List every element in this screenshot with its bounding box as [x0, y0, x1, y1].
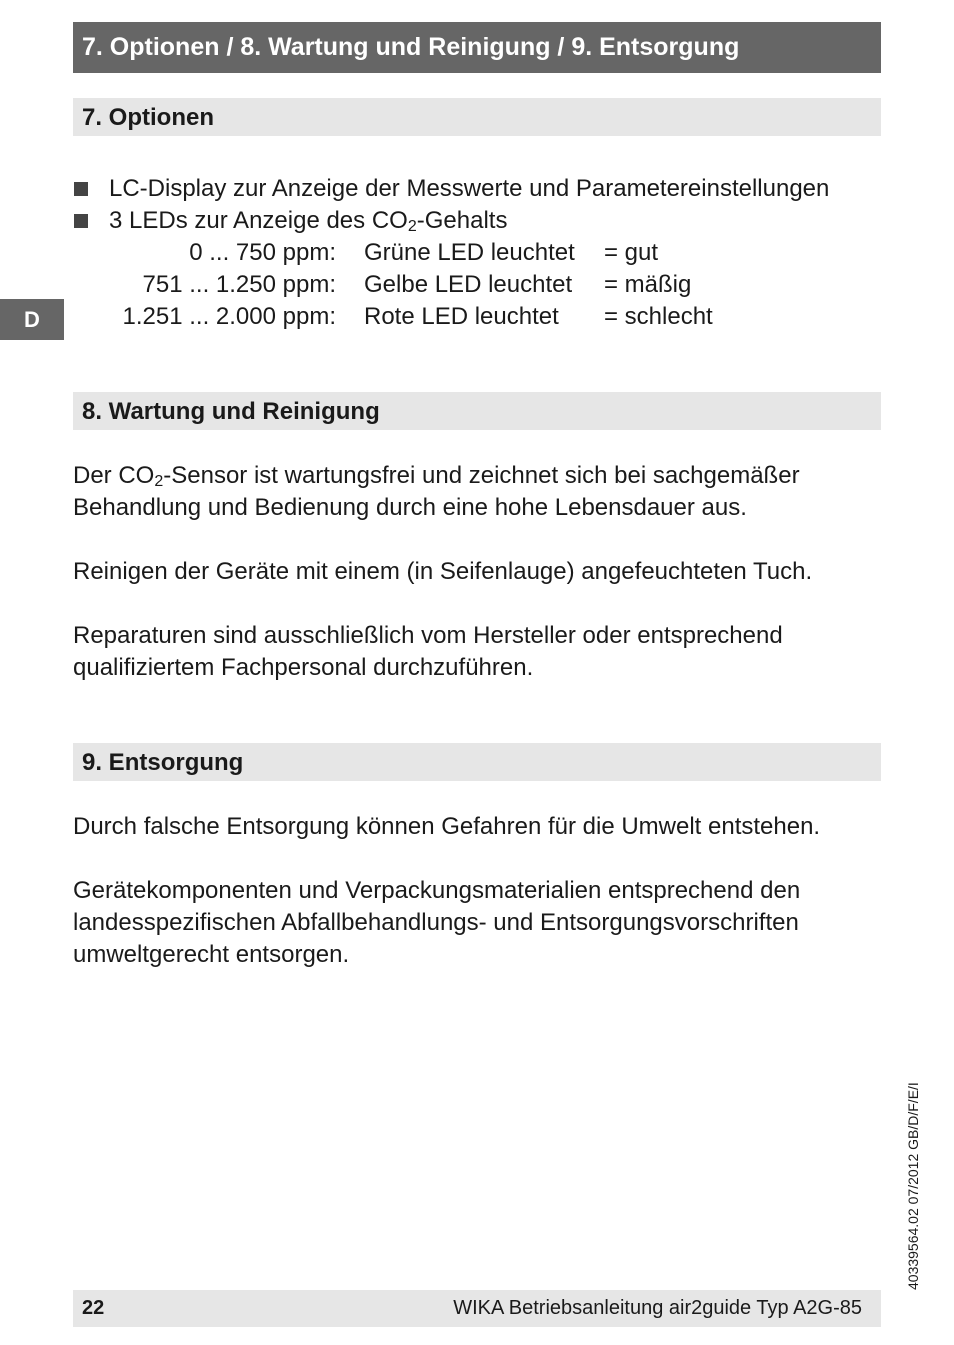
led-grade: = schlecht — [604, 303, 713, 330]
maintenance-paragraph-line: Behandlung und Bedienung durch eine hohe Lebensdauer aus. — [73, 494, 747, 521]
page-number: 22 — [82, 1297, 105, 1319]
bullet-square-icon — [74, 214, 88, 228]
cleaning-paragraph: Reinigen der Geräte mit einem (in Seifenlauge) angefeuchteten Tuch. — [73, 558, 813, 585]
document-number: 40339564.02 07/2012 GB/D/F/E/I — [905, 1082, 921, 1290]
page-header-title: 7. Optionen / 8. Wartung und Reinigung / 9. Entsorgung — [73, 22, 881, 73]
disposal-paragraph-line: umweltgerecht entsorgen. — [73, 941, 350, 968]
led-color: Gelbe LED leuchtet — [364, 271, 573, 298]
led-range: 0 ... 750 ppm: — [189, 239, 336, 266]
language-tab: D — [0, 299, 64, 340]
footer-document-title: WIKA Betriebsanleitung air2guide Typ A2G-85 — [453, 1297, 862, 1319]
led-grade: = mäßig — [604, 271, 692, 298]
bullet-square-icon — [74, 182, 88, 196]
repair-paragraph-line: Reparaturen sind ausschließlich vom Hersteller oder entsprechend — [73, 622, 783, 649]
led-color: Grüne LED leuchtet — [364, 239, 575, 266]
maintenance-paragraph-line: Der $CO_2$-Sensor ist wartungsfrei und zeichnet sich bei sachgemäßer — [73, 462, 800, 490]
led-range: 751 ... 1.250 ppm: — [142, 271, 336, 298]
option-bullet-leds: 3 LEDs zur Anzeige des $CO_2$-Gehalts — [109, 207, 508, 235]
disposal-paragraph-line: Gerätekomponenten und Verpackungsmaterialien entsprechend den — [73, 877, 801, 904]
led-color: Rote LED leuchtet — [364, 303, 559, 330]
section-heading-maintenance: 8. Wartung und Reinigung — [73, 392, 881, 430]
option-bullet-lcd: LC-Display zur Anzeige der Messwerte und Parametereinstellungen — [109, 175, 830, 202]
led-range: 1.251 ... 2.000 ppm: — [122, 303, 336, 330]
section-heading-disposal: 9. Entsorgung — [73, 743, 881, 781]
disposal-paragraph-line: landesspezifischen Abfallbehandlungs- und Entsorgungsvorschriften — [73, 909, 799, 936]
section-heading-options: 7. Optionen — [73, 98, 881, 136]
repair-paragraph-line: qualifiziertem Fachpersonal durchzuführen. — [73, 654, 534, 681]
led-grade: = gut — [604, 239, 659, 266]
page-footer — [73, 1290, 881, 1327]
disposal-paragraph: Durch falsche Entsorgung können Gefahren für die Umwelt entstehen. — [73, 813, 821, 840]
